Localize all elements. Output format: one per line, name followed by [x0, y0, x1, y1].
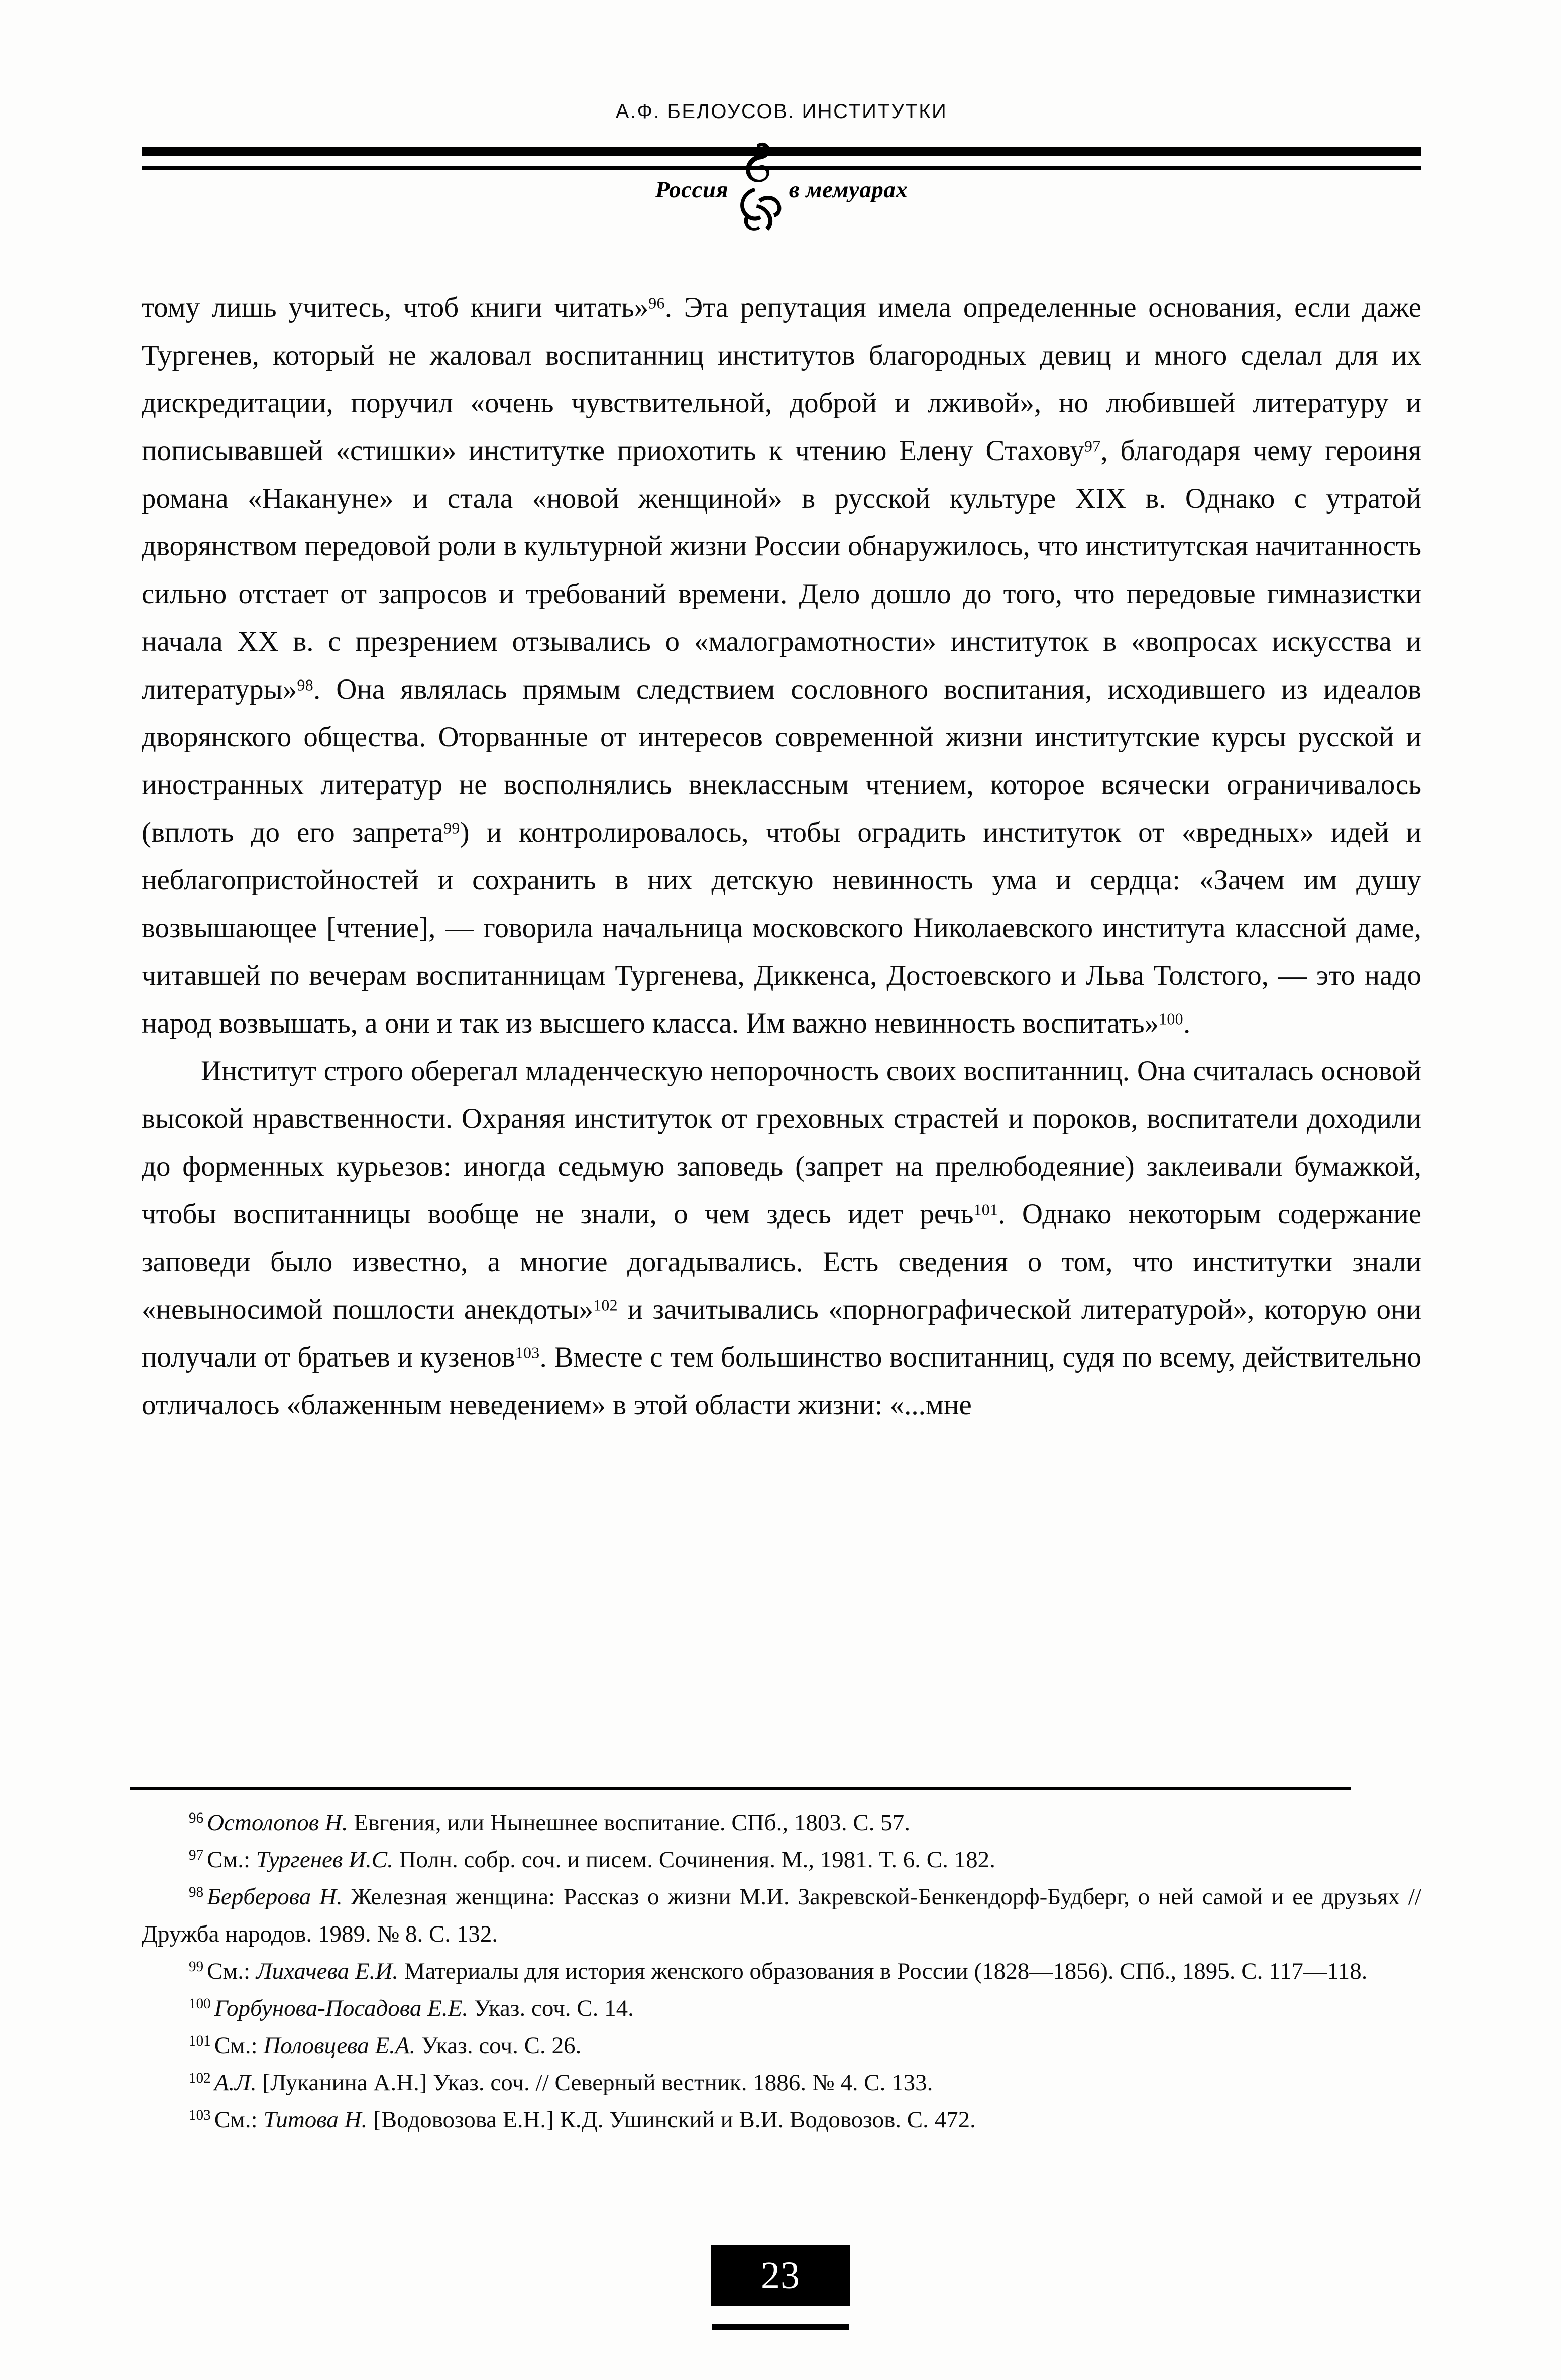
footnote-separator-rule — [130, 1787, 1351, 1790]
footnote-prefix: См.: — [214, 2107, 264, 2133]
page-number-container — [0, 2245, 1561, 2306]
paragraph-1-segment-a: тому лишь учитесь, чтоб книги читать» — [142, 292, 649, 323]
paragraph-1-segment-d: . Она являлась прямым следствием сословного воспитания, исходившего из идеалов дворянского общества. Оторванные от интересов современной жизни институтские курсы русской и иностранных литератур не восполнялись внеклассным чтением, которое всячески ограничивалось (вплоть до его запрета — [142, 673, 1421, 848]
footnote-item — [142, 1878, 1421, 1953]
paragraph-1-segment-c: , благодаря чему героиня романа «Накануне» и стала «новой женщиной» в русской культуре XIX в. Однако с утратой дворянством передовой роли в культурной жизни России обнаружилось, что институтская начитанность сильно отстает от запросов и требований времени. Дело дошло до того, что передовые гимназистки начала XX в. с презрением отзывались о «малограмотности» институток в «вопросах искусства и литературы» — [142, 435, 1422, 705]
footnote-number-96[interactable]: 96 — [189, 1810, 204, 1827]
footnote-prefix: См.: — [207, 1958, 256, 1984]
footnote-item — [142, 1990, 1421, 2027]
footnote-item — [142, 2101, 1421, 2138]
footnote-number-103[interactable]: 103 — [189, 2107, 211, 2124]
series-logo — [142, 173, 1421, 234]
footnote-item — [142, 1841, 1421, 1878]
footnote-author: Половцева Е.А. — [263, 2032, 416, 2059]
footnote-citation: Указ. соч. С. 14. — [468, 1995, 634, 2021]
folio-rule — [712, 2324, 849, 2330]
series-title-left: Россия — [655, 177, 729, 203]
footnote-marker-100[interactable]: 100 — [1159, 1010, 1183, 1028]
body-paragraph-2 — [142, 1047, 1421, 1429]
paragraph-1-segment-b: . Эта репутация имела определенные основания, если даже Тургенев, который не жаловал воспитанниц институтов благородных девиц и много сделал для их дискредитации, поручил «очень чувствительной, доброй и лживой», но любившей литературу и пописывавшей «стишки» институтке приохотить к чтению Елену Стахову — [142, 292, 1421, 467]
footnote-prefix: См.: — [214, 2032, 264, 2059]
series-title-right: в мемуарах — [789, 177, 908, 203]
footnote-citation: Железная женщина: Рассказ о жизни М.И. Закревской-Бенкендорф-Будберг, о ней самой и ее друзьях // Дружба народов. 1989. № 8. С. 132. — [142, 1884, 1421, 1947]
footnote-marker-98[interactable]: 98 — [297, 676, 313, 694]
footnote-citation: Указ. соч. С. 26. — [415, 2032, 582, 2059]
footnote-citation: Полн. собр. соч. и писем. Сочинения. М., 1981. Т. 6. С. 182. — [393, 1847, 995, 1873]
footnote-marker-101[interactable]: 101 — [973, 1201, 998, 1219]
footnote-marker-97[interactable]: 97 — [1084, 437, 1101, 456]
paragraph-2-segment-b: . Однако некоторым содержание заповеди было известно, а многие догадывались. Есть сведения о том, что институтки знали «невыносимой пошлости анекдоты» — [142, 1198, 1422, 1325]
footnote-author: Горбунова-Посадова Е.Е. — [214, 1995, 469, 2021]
vine-leaf-ornament-icon — [734, 173, 783, 178]
footnote-author: Лихачева Е.И. — [256, 1958, 398, 1984]
page-number: 23 — [711, 2245, 850, 2306]
footnote-author: Титова Н. — [263, 2107, 368, 2133]
footnote-number-99[interactable]: 99 — [189, 1959, 204, 1975]
footnote-author: А.Л. — [214, 2070, 257, 2096]
footnote-marker-103[interactable]: 103 — [515, 1344, 540, 1362]
footnote-prefix: См.: — [207, 1847, 256, 1873]
footnote-item — [142, 1953, 1421, 1990]
footnote-citation: [Луканина А.Н.] Указ. соч. // Северный вестник. 1886. № 4. С. 133. — [256, 2070, 933, 2096]
footnote-author: Берберова Н. — [207, 1884, 343, 1910]
paragraph-2-segment-a: Институт строго оберегал младенческую непорочность своих воспитанниц. Она считалась основой высокой нравственности. Охраняя институток от греховных страстей и пороков, воспитатели доходили до форменных курьезов: иногда седьмую заповедь (запрет на прелюбодеяние) заклеивали бумажкой, чтобы воспитанницы вообще не знали, о чем здесь идет речь — [142, 1055, 1421, 1230]
footnote-number-101[interactable]: 101 — [189, 2033, 211, 2050]
paragraph-2-segment-c: и зачитывались «порнографической литературой», которую они получали от братьев и кузенов — [142, 1294, 1421, 1373]
paragraph-1-segment-f: . — [1183, 1007, 1191, 1039]
footnote-marker-96[interactable]: 96 — [648, 294, 665, 312]
footnote-number-102[interactable]: 102 — [189, 2070, 211, 2087]
footnote-citation: [Водовозова Е.Н.] К.Д. Ушинский и В.И. Водовозов. С. 472. — [367, 2107, 976, 2133]
footnote-marker-99[interactable]: 99 — [443, 819, 460, 837]
footnote-number-98[interactable]: 98 — [189, 1884, 204, 1901]
footnote-item — [142, 2064, 1421, 2101]
footnote-citation: Материалы для история женского образования в России (1828—1856). СПб., 1895. С. 117—118. — [398, 1958, 1368, 1984]
paragraph-1-segment-e: ) и контролировалось, чтобы оградить институток от «вредных» идей и неблагопристойностей и сохранить в них детскую невинность ума и сердца: «Зачем им душу возвышающее [чтение], — говорила начальница московского Николаевского института классной даме, читавшей по вечерам воспитанницам Тургенева, Диккенса, Достоевского и Льва Толстого, — это надо народ возвышать, а они и так из высшего класса. Им важно невинность воспитать» — [142, 817, 1421, 1039]
footnote-item — [142, 1804, 1421, 1841]
footnote-citation: Евгения, или Нынешнее воспитание. СПб., 1803. С. 57. — [348, 1809, 910, 1836]
footnote-list — [142, 1804, 1421, 2138]
footnote-number-97[interactable]: 97 — [189, 1847, 204, 1864]
footnote-author: Остолопов Н. — [207, 1809, 348, 1836]
footnote-marker-102[interactable]: 102 — [593, 1296, 618, 1314]
body-paragraph-1 — [142, 284, 1421, 1047]
footnote-item — [142, 2027, 1421, 2064]
footnote-author: Тургенев И.С. — [256, 1847, 393, 1873]
running-head: А.Ф. БЕЛОУСОВ. ИНСТИТУТКИ — [615, 100, 948, 123]
paragraph-2-segment-d: . Вместе с тем большинство воспитанниц, судя по всему, действительно отличалось «блаженным неведением» в этой области жизни: «...мне — [142, 1341, 1422, 1421]
body-text-column — [142, 284, 1421, 1429]
footnote-number-100[interactable]: 100 — [189, 1996, 211, 2012]
